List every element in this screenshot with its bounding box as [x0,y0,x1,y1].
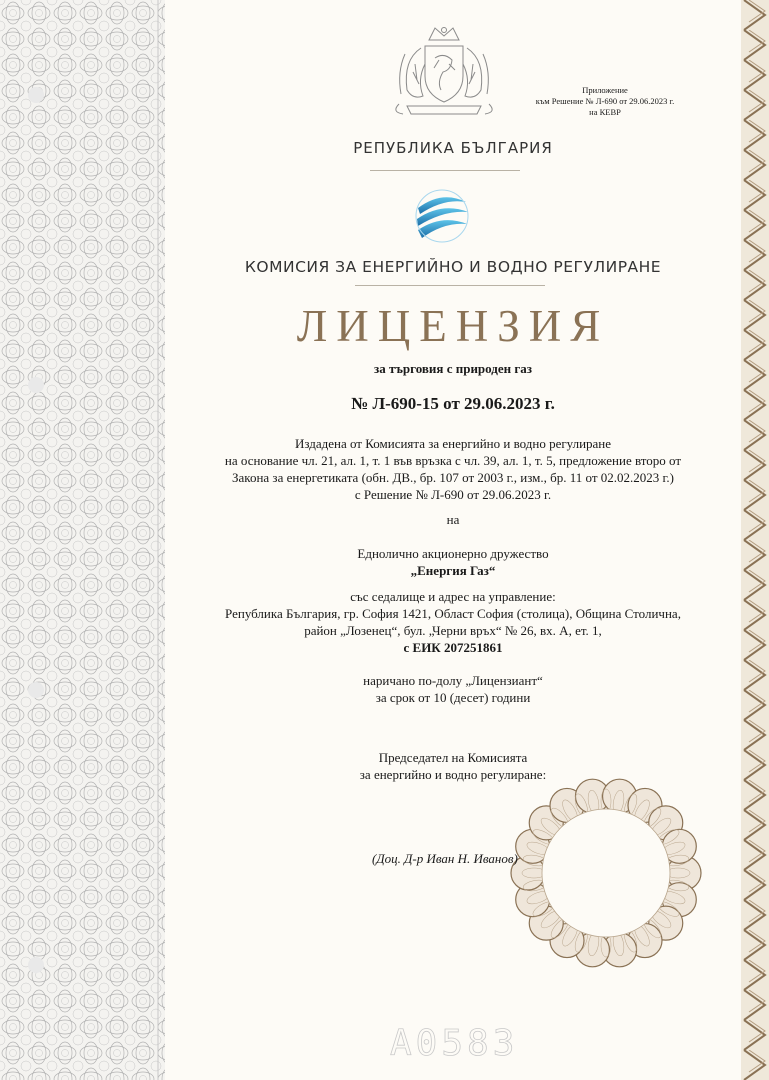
divider-2 [355,285,545,286]
chairman-title-1: Председател на Комисията [378,750,528,765]
chairman-title-2: за енергийно и водно регулиране: [359,767,547,782]
licensee-line-2: за срок от 10 (десет) години [375,690,531,705]
address-line-1: Република България, гр. София 1421, Област София (столица), Община Столична, [225,606,681,621]
license-document [165,0,741,1080]
to-label: на [446,512,460,527]
address-label: със седалище и адрес на управление: [350,589,556,604]
chairman-name: (Доц. Д-р Иван Н. Иванов) [372,851,518,866]
issued-line-2: на основание чл. 21, ал. 1, т. 1 във връзка с чл. 39, ал. 1, т. 5, предложение второ от [224,453,682,468]
license-number: № Л-690-15 от 29.06.2023 г. [351,394,555,413]
issued-line-4: с Решение № Л-690 от 29.06.2023 г. [354,487,552,502]
guilloche-border [0,0,165,1080]
issued-line-1: Издадена от Комисията за енергийно и водно регулиране [294,436,612,451]
right-border [741,0,769,1080]
license-subtitle: за търговия с природен газ [373,361,533,376]
company-name: „Енергия Газ“ [410,563,496,578]
issued-line-3: Закона за енергетиката (обн. ДВ., бр. 107 от 2003 г., изм., бр. 11 от 02.02.2023 г.) [232,470,674,485]
address-line-2: район „Лозенец“, бул. „Черни връх“ № 26, вх. А, ет. 1, [304,623,602,638]
licensee-line-1: наричано по-долу „Лицензиант“ [363,673,543,688]
annex-line-2: към Решение № Л-690 от 29.06.2023 г. [535,96,675,106]
rosette-seal-icon [506,773,706,973]
republic-heading: РЕПУБЛИКА БЪЛГАРИЯ [353,139,553,157]
company-eik: с ЕИК 207251861 [403,640,503,655]
annex-line-3: на КЕВР [589,107,621,117]
annex-note [525,85,685,118]
commission-heading: КОМИСИЯ ЗА ЕНЕРГИЙНО И ВОДНО РЕГУЛИРАНЕ [244,258,662,276]
company-type: Еднолично акционерно дружество [357,546,549,561]
annex-line-1: Приложение [582,85,628,95]
license-title: ЛИЦЕНЗИЯ [296,301,610,351]
serial-number: A0583 [390,1023,519,1064]
kevr-logo-icon [412,186,472,246]
divider-1 [370,170,520,171]
coat-of-arms-icon [379,24,509,119]
